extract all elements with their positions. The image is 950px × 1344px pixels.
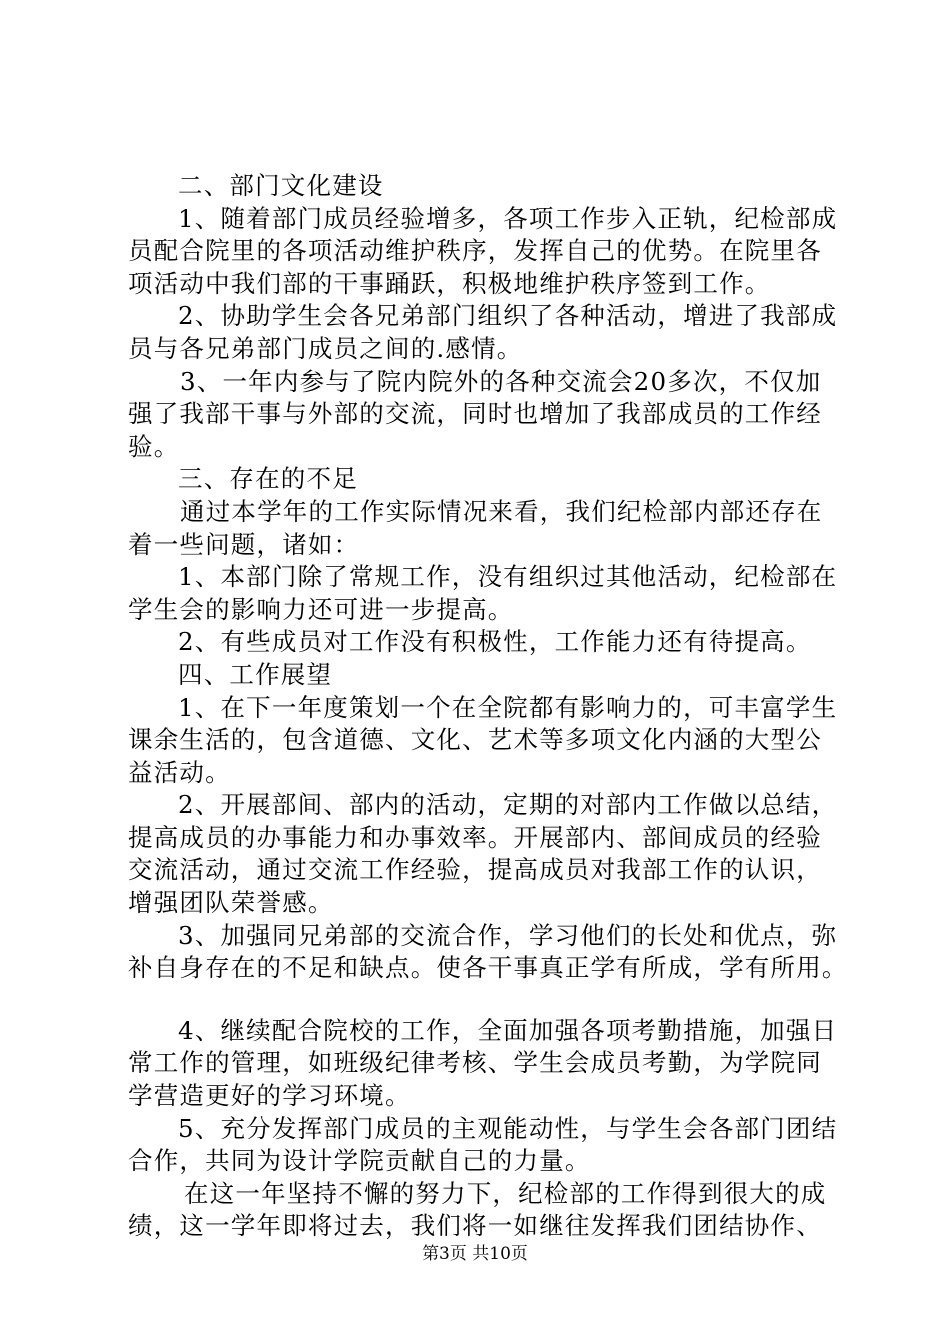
paragraph-gap [128, 985, 848, 1015]
paragraph-line: 1、随着部门成员经验增多，各项工作步入正轨，纪检部成 [178, 203, 838, 233]
paragraph-line: 2、有些成员对工作没有积极性，工作能力还有待提高。 [178, 627, 812, 657]
paragraph-line: 员配合院里的各项活动维护秩序，发挥自己的优势。在院里各 [128, 236, 822, 266]
section-heading-shortcomings: 三、存在的不足 [178, 464, 358, 494]
document-body [128, 170, 848, 1243]
paragraph-line: 3、一年内参与了院内院外的各种交流会20多次，不仅加 [180, 366, 822, 396]
section-heading-culture: 二、部门文化建设 [178, 171, 384, 200]
paragraph-line: 1、本部门除了常规工作，没有组织过其他活动，纪检部在 [178, 562, 838, 592]
paragraph-line: 提高成员的办事能力和办事效率。开展部内、部间成员的经验 [128, 822, 822, 852]
paragraph-line: 通过本学年的工作实际情况来看，我们纪检部内部还存在 [180, 496, 823, 526]
paragraph-line: 2、开展部间、部内的活动，定期的对部内工作做以总结， [178, 790, 838, 820]
paragraph-line: 验。 [128, 431, 180, 461]
paragraph-line: 项活动中我们部的干事踊跃，积极地维护秩序签到工作。 [128, 268, 771, 298]
paragraph-line: 1、在下一年度策划一个在全院都有影响力的，可丰富学生 [178, 692, 838, 722]
paragraph-line: 在这一年坚持不懈的努力下，纪检部的工作得到很大的成 [184, 1178, 827, 1208]
paragraph-line: 常工作的管理，如班级纪律考核、学生会成员考勤，为学院同 [128, 1048, 822, 1078]
paragraph-line: 合作，共同为设计学院贡献自己的力量。 [128, 1146, 591, 1176]
paragraph-line: 着一些问题，诸如： [128, 529, 360, 559]
paragraph-line: 强了我部干事与外部的交流，同时也增加了我部成员的工作经 [128, 399, 822, 429]
paragraph-line: 增强团队荣誉感。 [128, 888, 334, 918]
page-number-footer: 第3页 共10页 [422, 1244, 528, 1264]
section-heading-outlook: 四、工作展望 [178, 659, 333, 689]
paragraph-line: 补自身存在的不足和缺点。使各干事真正学有所成，学有所用。 [128, 953, 848, 983]
paragraph-line: 益活动。 [128, 757, 231, 787]
paragraph-line: 学生会的影响力还可进一步提高。 [128, 594, 514, 624]
paragraph-line: 课余生活的，包含道德、文化、艺术等多项文化内涵的大型公 [128, 725, 822, 755]
paragraph-line: 绩，这一学年即将过去，我们将一如继往发挥我们团结协作、 [128, 1211, 822, 1241]
paragraph-line: 3、加强同兄弟部的交流合作，学习他们的长处和优点，弥 [178, 920, 838, 950]
paragraph-line: 学营造更好的学习环境。 [128, 1081, 411, 1111]
paragraph-line: 2、协助学生会各兄弟部门组织了各种活动，增进了我部成 [178, 301, 838, 331]
paragraph-line: 员与各兄弟部门成员之间的.感情。 [128, 333, 523, 363]
paragraph-line: 5、充分发挥部门成员的主观能动性，与学生会各部门团结 [178, 1113, 838, 1143]
paragraph-line: 4、继续配合院校的工作，全面加强各项考勤措施，加强日 [178, 1015, 838, 1045]
paragraph-line: 交流活动，通过交流工作经验，提高成员对我部工作的认识， [128, 855, 822, 885]
